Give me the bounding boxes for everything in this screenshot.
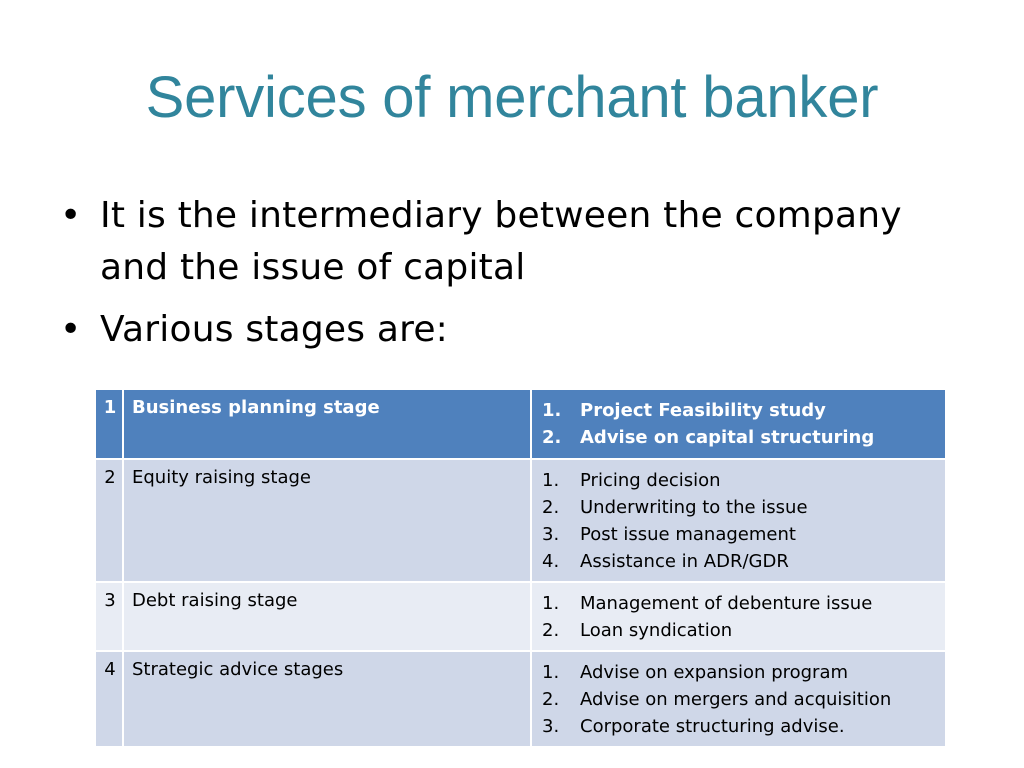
item-number: 2. <box>542 427 562 448</box>
services-cell <box>531 582 946 651</box>
item-number: 4. <box>542 551 560 572</box>
item-text: Post issue management <box>580 524 796 545</box>
item-number: 1. <box>542 662 560 683</box>
stage-name: Strategic advice stages <box>123 651 531 747</box>
item-number: 1. <box>542 470 560 491</box>
list-item <box>542 590 945 617</box>
item-number: 3. <box>542 524 560 545</box>
bullet-icon: • <box>60 195 82 236</box>
list-item <box>542 424 945 451</box>
stages-table <box>94 388 947 748</box>
bullet-text: Various stages are: <box>100 309 449 350</box>
list-item <box>542 659 945 686</box>
stage-name: Equity raising stage <box>123 459 531 582</box>
table-row <box>95 459 946 582</box>
item-number: 2. <box>542 620 560 641</box>
list-item <box>542 494 945 521</box>
item-text: Project Feasibility study <box>580 400 826 421</box>
item-number: 3. <box>542 716 560 737</box>
bullet-list <box>60 190 960 366</box>
list-item <box>542 713 945 740</box>
item-text: Pricing decision <box>580 470 721 491</box>
list-item <box>542 397 945 424</box>
row-number: 3 <box>95 582 123 651</box>
bullet-item <box>60 304 960 356</box>
list-item <box>542 548 945 575</box>
item-text: Advise on capital structuring <box>580 427 875 448</box>
table-row <box>95 389 946 459</box>
item-number: 1. <box>542 593 560 614</box>
list-item <box>542 617 945 644</box>
list-item <box>542 467 945 494</box>
item-text: Advise on expansion program <box>580 662 849 683</box>
item-text: Corporate structuring advise. <box>580 716 845 737</box>
item-text: Underwriting to the issue <box>580 497 808 518</box>
list-item <box>542 686 945 713</box>
item-text: Assistance in ADR/GDR <box>580 551 789 572</box>
item-number: 1. <box>542 400 562 421</box>
list-item <box>542 521 945 548</box>
item-text: Loan syndication <box>580 620 733 641</box>
row-number: 4 <box>95 651 123 747</box>
stage-name: Business planning stage <box>123 389 531 459</box>
table-row <box>95 582 946 651</box>
slide-title: Services of merchant banker <box>145 65 879 130</box>
item-number: 2. <box>542 497 560 518</box>
row-number: 1 <box>95 389 123 459</box>
services-cell <box>531 459 946 582</box>
item-text: Management of debenture issue <box>580 593 873 614</box>
item-number: 2. <box>542 689 560 710</box>
table-row <box>95 651 946 747</box>
services-cell <box>531 389 946 459</box>
row-number: 2 <box>95 459 123 582</box>
stage-name: Debt raising stage <box>123 582 531 651</box>
item-text: Advise on mergers and acquisition <box>580 689 892 710</box>
bullet-item <box>60 190 960 294</box>
bullet-text: It is the intermediary between the company and the issue of capital <box>100 195 902 288</box>
services-cell <box>531 651 946 747</box>
bullet-icon: • <box>60 309 82 350</box>
